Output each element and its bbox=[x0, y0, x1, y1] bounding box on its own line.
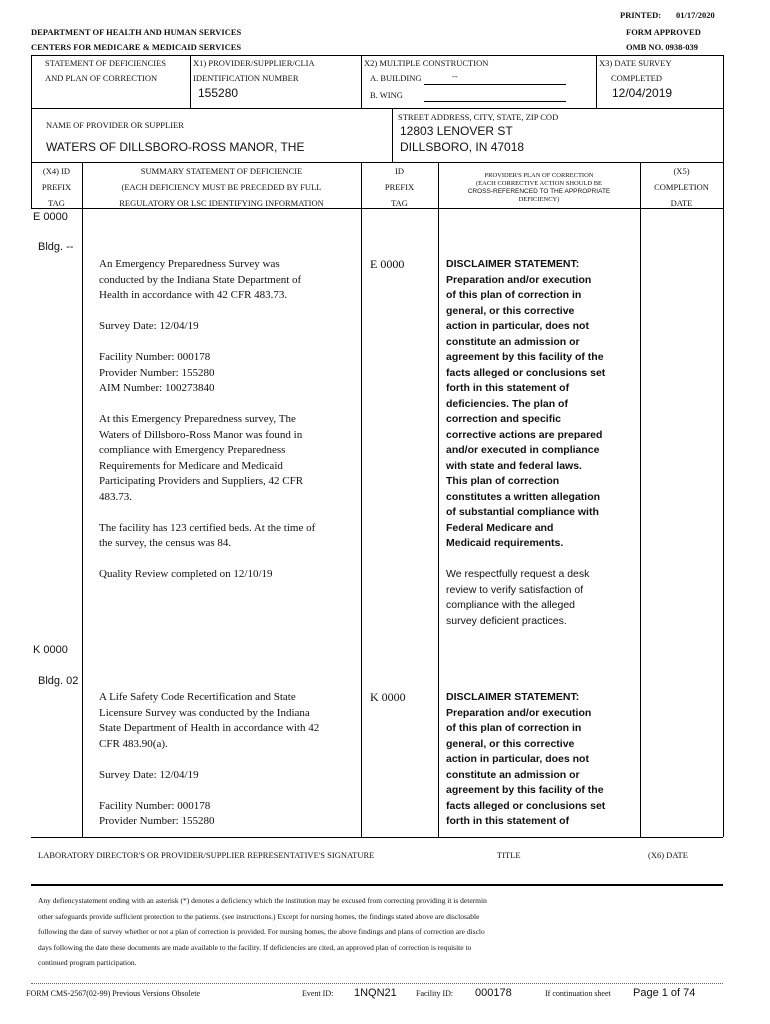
statement-of-deficiencies-label: STATEMENT OF DEFICIENCIES bbox=[45, 58, 167, 68]
x2-label: X2) MULTIPLE CONSTRUCTION bbox=[364, 58, 489, 68]
entry-plan-disclaimer-k0000: DISCLAIMER STATEMENT: Preparation and/or execution of this plan of correction in general, or this corrective action in particular, does not constitute an admission or agreement by this facility of the facts alleged or conclusions set forth in this statement of bbox=[446, 691, 606, 827]
entry-id-tag-e0000: E 0000 bbox=[370, 257, 405, 271]
facility-id-label: Facility ID: bbox=[416, 989, 454, 998]
title-label: TITLE bbox=[497, 850, 521, 860]
form-number: FORM CMS-2567(02-99) Previous Versions Obsolete bbox=[26, 989, 201, 998]
x5-completion-label: COMPLETION bbox=[654, 182, 709, 192]
x5-date-label: DATE bbox=[670, 198, 693, 208]
id-prefix-label: PREFIX bbox=[384, 182, 415, 192]
address-line1: 12803 LENOVER ST bbox=[400, 124, 513, 138]
form-approved: FORM APPROVED bbox=[626, 27, 701, 37]
entry-summary-e0000: An Emergency Preparedness Survey was conducted by the Indiana State Department of Health in accordance with 42 CFR 483.73. Survey Date: 12/04/19 Facility Number: 000178 Provider Number: 155280 AIM Number: 100273840 At this Emergency Preparedness survey, The Waters of Dillsboro-Ross Manor was found in compliance with Emergency Preparedness Requirements for Medicare and Medicaid Participating Providers and Suppliers, 42 CFR 483.73. The facility has 123 certified beds. At the time of the survey, the census was 84. Quality Review completed on 12/10/19 bbox=[99, 258, 316, 580]
summary-header-2: (EACH DEFICIENCY MUST BE PRECEDED BY FULL bbox=[121, 182, 322, 192]
plan-header-2: (EACH CORRECTIVE ACTION SHOULD BE bbox=[475, 180, 603, 187]
event-id-label: Event ID: bbox=[302, 989, 334, 998]
entry-id-tag-k0000: K 0000 bbox=[370, 690, 406, 704]
entry-bldg-k0000: Bldg. 02 bbox=[38, 675, 79, 687]
address-line2: DILLSBORO, IN 47018 bbox=[400, 140, 525, 154]
centers-line: CENTERS FOR MEDICARE & MEDICAID SERVICES bbox=[31, 42, 242, 52]
survey-date-value: 12/04/2019 bbox=[612, 86, 673, 100]
plan-of-correction-label: AND PLAN OF CORRECTION bbox=[45, 73, 158, 83]
entry-bldg-e0000: Bldg. -- bbox=[38, 241, 74, 253]
entry-plan-request-e0000: We respectfully request a desk review to verify satisfaction of compliance with the alleged survey deficient practices. bbox=[446, 568, 590, 627]
printed-label: PRINTED: bbox=[620, 10, 662, 20]
omb-number: OMB NO. 0938-039 bbox=[626, 42, 699, 52]
x4-prefix-label: PREFIX bbox=[41, 182, 72, 192]
signature-label: LABORATORY DIRECTOR'S OR PROVIDER/SUPPLIER REPRESENTATIVE'S SIGNATURE bbox=[38, 850, 375, 860]
provider-id-value: 155280 bbox=[198, 86, 239, 100]
page-number: Page 1 of 74 bbox=[633, 987, 696, 999]
entry-summary-k0000: A Life Safety Code Recertification and State Licensure Survey was conducted by the Indiana State Department of Health in accordance with 42 CFR 483.90(a). Survey Date: 12/04/19 Facility Number: 000178 Provider Number: 155280 bbox=[99, 691, 320, 827]
legal-disclaimer: Any defiencystatement ending with an asterisk (*) denotes a deficiency which the institution may be excused from correcting providing it is determin other safeguards provide sufficient protection to the patients. (see instructions.) Except for nursing homes, the findings stated above are disclosable following the date of survey whether or not a plan of correction is provided. For nursing homes, the above findings and plans of correction are disclo days following the date these documents are made available to the facility. If deficiencies are cited, an approved plan of correction is requisite to continued program participation. bbox=[38, 896, 487, 967]
x5-label: (X5) bbox=[673, 166, 690, 176]
department-line: DEPARTMENT OF HEALTH AND HUMAN SERVICES bbox=[31, 27, 242, 37]
id-tag-label: TAG bbox=[391, 198, 408, 208]
wing-label: B. WING bbox=[370, 90, 403, 100]
date-label: (X6) DATE bbox=[648, 850, 688, 860]
x1-label: X1) PROVIDER/SUPPLIER/CLIA bbox=[193, 58, 315, 68]
provider-name-value: WATERS OF DILLSBORO-ROSS MANOR, THE bbox=[46, 140, 305, 154]
x3-label: X3) DATE SURVEY bbox=[599, 58, 672, 68]
plan-header-3: CROSS-REFERENCED TO THE APPROPRIATE bbox=[467, 188, 611, 195]
address-label: STREET ADDRESS, CITY, STATE, ZIP COD bbox=[398, 112, 559, 122]
summary-header-3: REGULATORY OR LSC IDENTIFYING INFORMATION bbox=[119, 198, 324, 208]
entry-plan-disclaimer-e0000: DISCLAIMER STATEMENT: Preparation and/or execution of this plan of correction in general, or this corrective action in particular, does not constitute an admission or agreement by this facility of the facts alleged or conclusions set forth in this statement of deficiencies. The plan of correction and specific corrective actions are prepared and/or executed in compliance with state and federal laws. This plan of correction constitutes a written allegation of substantial compliance with Federal Medicare and Medicaid requirements. bbox=[446, 258, 606, 549]
completed-label: COMPLETED bbox=[611, 73, 662, 83]
entry-tag-k0000: K 0000 bbox=[33, 644, 68, 656]
building-label: A. BUILDING bbox=[370, 73, 422, 83]
facility-id-value: 000178 bbox=[475, 987, 512, 999]
event-id-value: 1NQN21 bbox=[354, 987, 397, 999]
plan-header-4: DEFICIENCY) bbox=[518, 196, 560, 203]
printed-date: 01/17/2020 bbox=[676, 10, 715, 20]
provider-name-label: NAME OF PROVIDER OR SUPPLIER bbox=[46, 120, 184, 130]
continuation-label: If continuation sheet bbox=[545, 989, 611, 998]
x4-tag-label: TAG bbox=[48, 198, 65, 208]
summary-header-1: SUMMARY STATEMENT OF DEFICIENCIE bbox=[140, 166, 303, 176]
entry-tag-e0000: E 0000 bbox=[33, 211, 68, 223]
x4-id-label: (X4) ID bbox=[42, 166, 71, 176]
building-value: -- bbox=[452, 71, 458, 81]
id-label: ID bbox=[395, 166, 404, 176]
plan-header-1: PROVIDER'S PLAN OF CORRECTION bbox=[484, 172, 594, 179]
x1-identification-label: IDENTIFICATION NUMBER bbox=[193, 73, 299, 83]
